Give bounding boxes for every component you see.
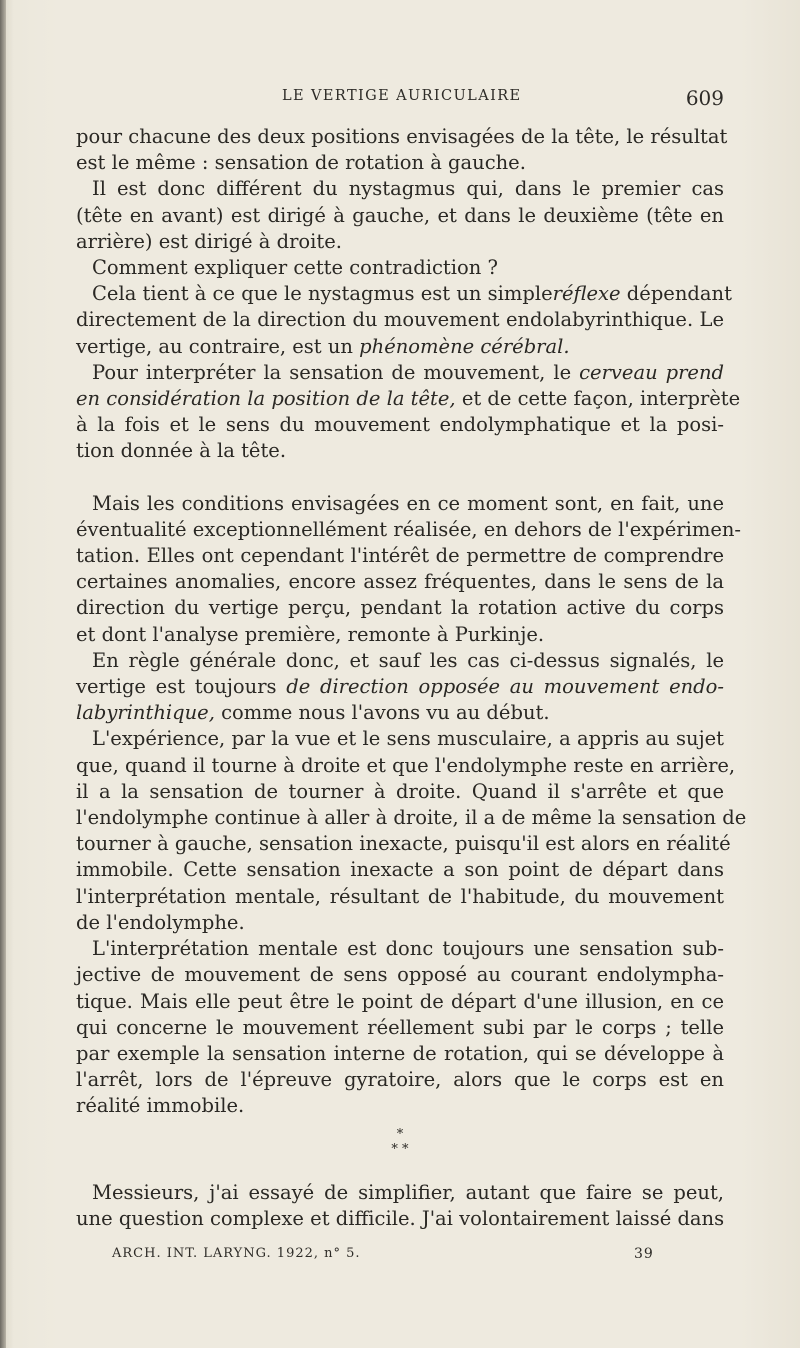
- text-line: tion donnée à la tête.: [76, 439, 287, 463]
- text-line: L'interprétation mentale est donc toujours une sensation sub-: [92, 937, 724, 961]
- paragraph: [76, 648, 724, 727]
- text-line: arrière) est dirigé à droite.: [76, 229, 342, 253]
- text-line: directement de la direction du mouvement endolabyrinthique. Le: [76, 308, 724, 332]
- italic-run: de direction opposée au mouvement endo-: [286, 675, 724, 699]
- text-line: [76, 360, 724, 386]
- paragraph: [76, 360, 741, 465]
- text-line: est le même : sensation de rotation à gauche.: [76, 151, 526, 175]
- paragraph: [76, 936, 724, 1119]
- body-text: [76, 124, 747, 1120]
- asterism-bottom: * *: [391, 1142, 409, 1157]
- text-line: [76, 700, 724, 726]
- text-line: certaines anomalies, encore assez fréquentes, dans le sens de la: [76, 570, 724, 594]
- text-run: Cela tient à ce que le nystagmus est un simple: [92, 282, 553, 306]
- text-line: [76, 674, 724, 700]
- text-line: pour chacune des deux positions envisagées de la tête, le résultat: [76, 125, 728, 148]
- text-line: l'arrêt, lors de l'épreuve gyratoire, alors que le corps est en: [76, 1068, 724, 1092]
- text-line: il a la sensation de tourner à droite. Quand il s'arrête et que: [76, 779, 724, 803]
- text-line: à la fois et le sens du mouvement endolymphatique et la posi-: [76, 413, 724, 437]
- text-line: tourner à gauche, sensation inexacte, puisqu'il est alors en réalité: [76, 832, 731, 856]
- text-line: [76, 281, 732, 307]
- text-line: une question complexe et difficile. J'ai volontairement laissé dans: [76, 1207, 725, 1231]
- paragraph: [76, 1180, 724, 1232]
- text-line: immobile. Cette sensation inexacte a son point de départ dans: [76, 858, 724, 882]
- page-number: 609: [685, 86, 724, 110]
- asterism-top: *: [396, 1127, 404, 1142]
- text-line: (tête en avant) est dirigé à gauche, et dans le deuxième (tête en: [76, 203, 724, 227]
- text-line: jective de mouvement de sens opposé au courant endolympha-: [76, 963, 724, 987]
- italic-run: en considération la position de la tête,: [76, 387, 456, 411]
- italic-run: labyrinthique,: [76, 701, 215, 725]
- paragraph: [76, 124, 728, 176]
- text-line: qui concerne le mouvement réellement subi par le corps ; telle: [76, 1015, 724, 1039]
- text-run: vertige, au contraire, est un: [76, 334, 360, 358]
- running-head: LE VERTIGE AURICULAIRE: [282, 88, 522, 104]
- paragraph: [76, 281, 732, 360]
- text-line: [76, 334, 724, 360]
- text-run: dépendant: [620, 282, 732, 306]
- text-line: tation. Elles ont cependant l'intérêt de permettre de comprendre: [76, 544, 724, 568]
- paragraph: [76, 255, 724, 281]
- italic-run: réflexe: [552, 282, 621, 306]
- page-header: [76, 86, 724, 116]
- italic-run: phénomène cérébral.: [359, 334, 570, 358]
- text-line: éventualité exceptionnellément réalisée, en dehors de l'expérimen-: [76, 517, 742, 541]
- text-run: et de cette façon, interprète: [455, 387, 741, 411]
- text-run: comme nous l'avons vu au début.: [214, 701, 550, 725]
- section-gap: [76, 465, 724, 491]
- text-line: Mais les conditions envisagées en ce moment sont, en fait, une: [92, 491, 724, 515]
- signature-mark: ARCH. INT. LARYNG. 1922, n° 5.: [112, 1246, 361, 1261]
- text-line: tique. Mais elle peut être le point de départ d'une illusion, en ce: [76, 989, 724, 1013]
- text-line: [76, 386, 741, 412]
- sheet-number: 39: [634, 1246, 654, 1262]
- text-line: Il est donc différent du nystagmus qui, dans le premier cas: [92, 177, 724, 201]
- paragraph: [76, 176, 724, 255]
- italic-run: cerveau prend: [579, 360, 725, 384]
- text-line: l'endolymphe continue à aller à droite, il a de même la sensation de: [76, 806, 747, 830]
- text-line: que, quand il tourne à droite et que l'endolymphe reste en arrière,: [76, 753, 736, 777]
- paragraph: [76, 491, 742, 648]
- text-line: En règle générale donc, et sauf les cas ci-dessus signalés, le: [92, 648, 724, 672]
- text-line: L'expérience, par la vue et le sens musculaire, a appris au sujet: [92, 727, 724, 751]
- text-line: réalité immobile.: [76, 1094, 245, 1118]
- paragraph: [76, 726, 747, 936]
- text-run: vertige est toujours: [76, 675, 287, 699]
- closing-text: [76, 1180, 724, 1232]
- text-line: de l'endolymphe.: [76, 910, 245, 934]
- text-run: Pour interpréter la sensation de mouvement, le: [92, 360, 580, 384]
- text-line: par exemple la sensation interne de rotation, qui se développe à: [76, 1041, 724, 1065]
- text-line: direction du vertige perçu, pendant la rotation active du corps: [76, 596, 724, 620]
- text-line: Comment expliquer cette contradiction ?: [92, 256, 498, 280]
- text-line: et dont l'analyse première, remonte à Purkinje.: [76, 622, 545, 646]
- text-line: Messieurs, j'ai essayé de simplifier, autant que faire se peut,: [92, 1181, 724, 1204]
- text-line: l'interprétation mentale, résultant de l'habitude, du mouvement: [76, 884, 724, 908]
